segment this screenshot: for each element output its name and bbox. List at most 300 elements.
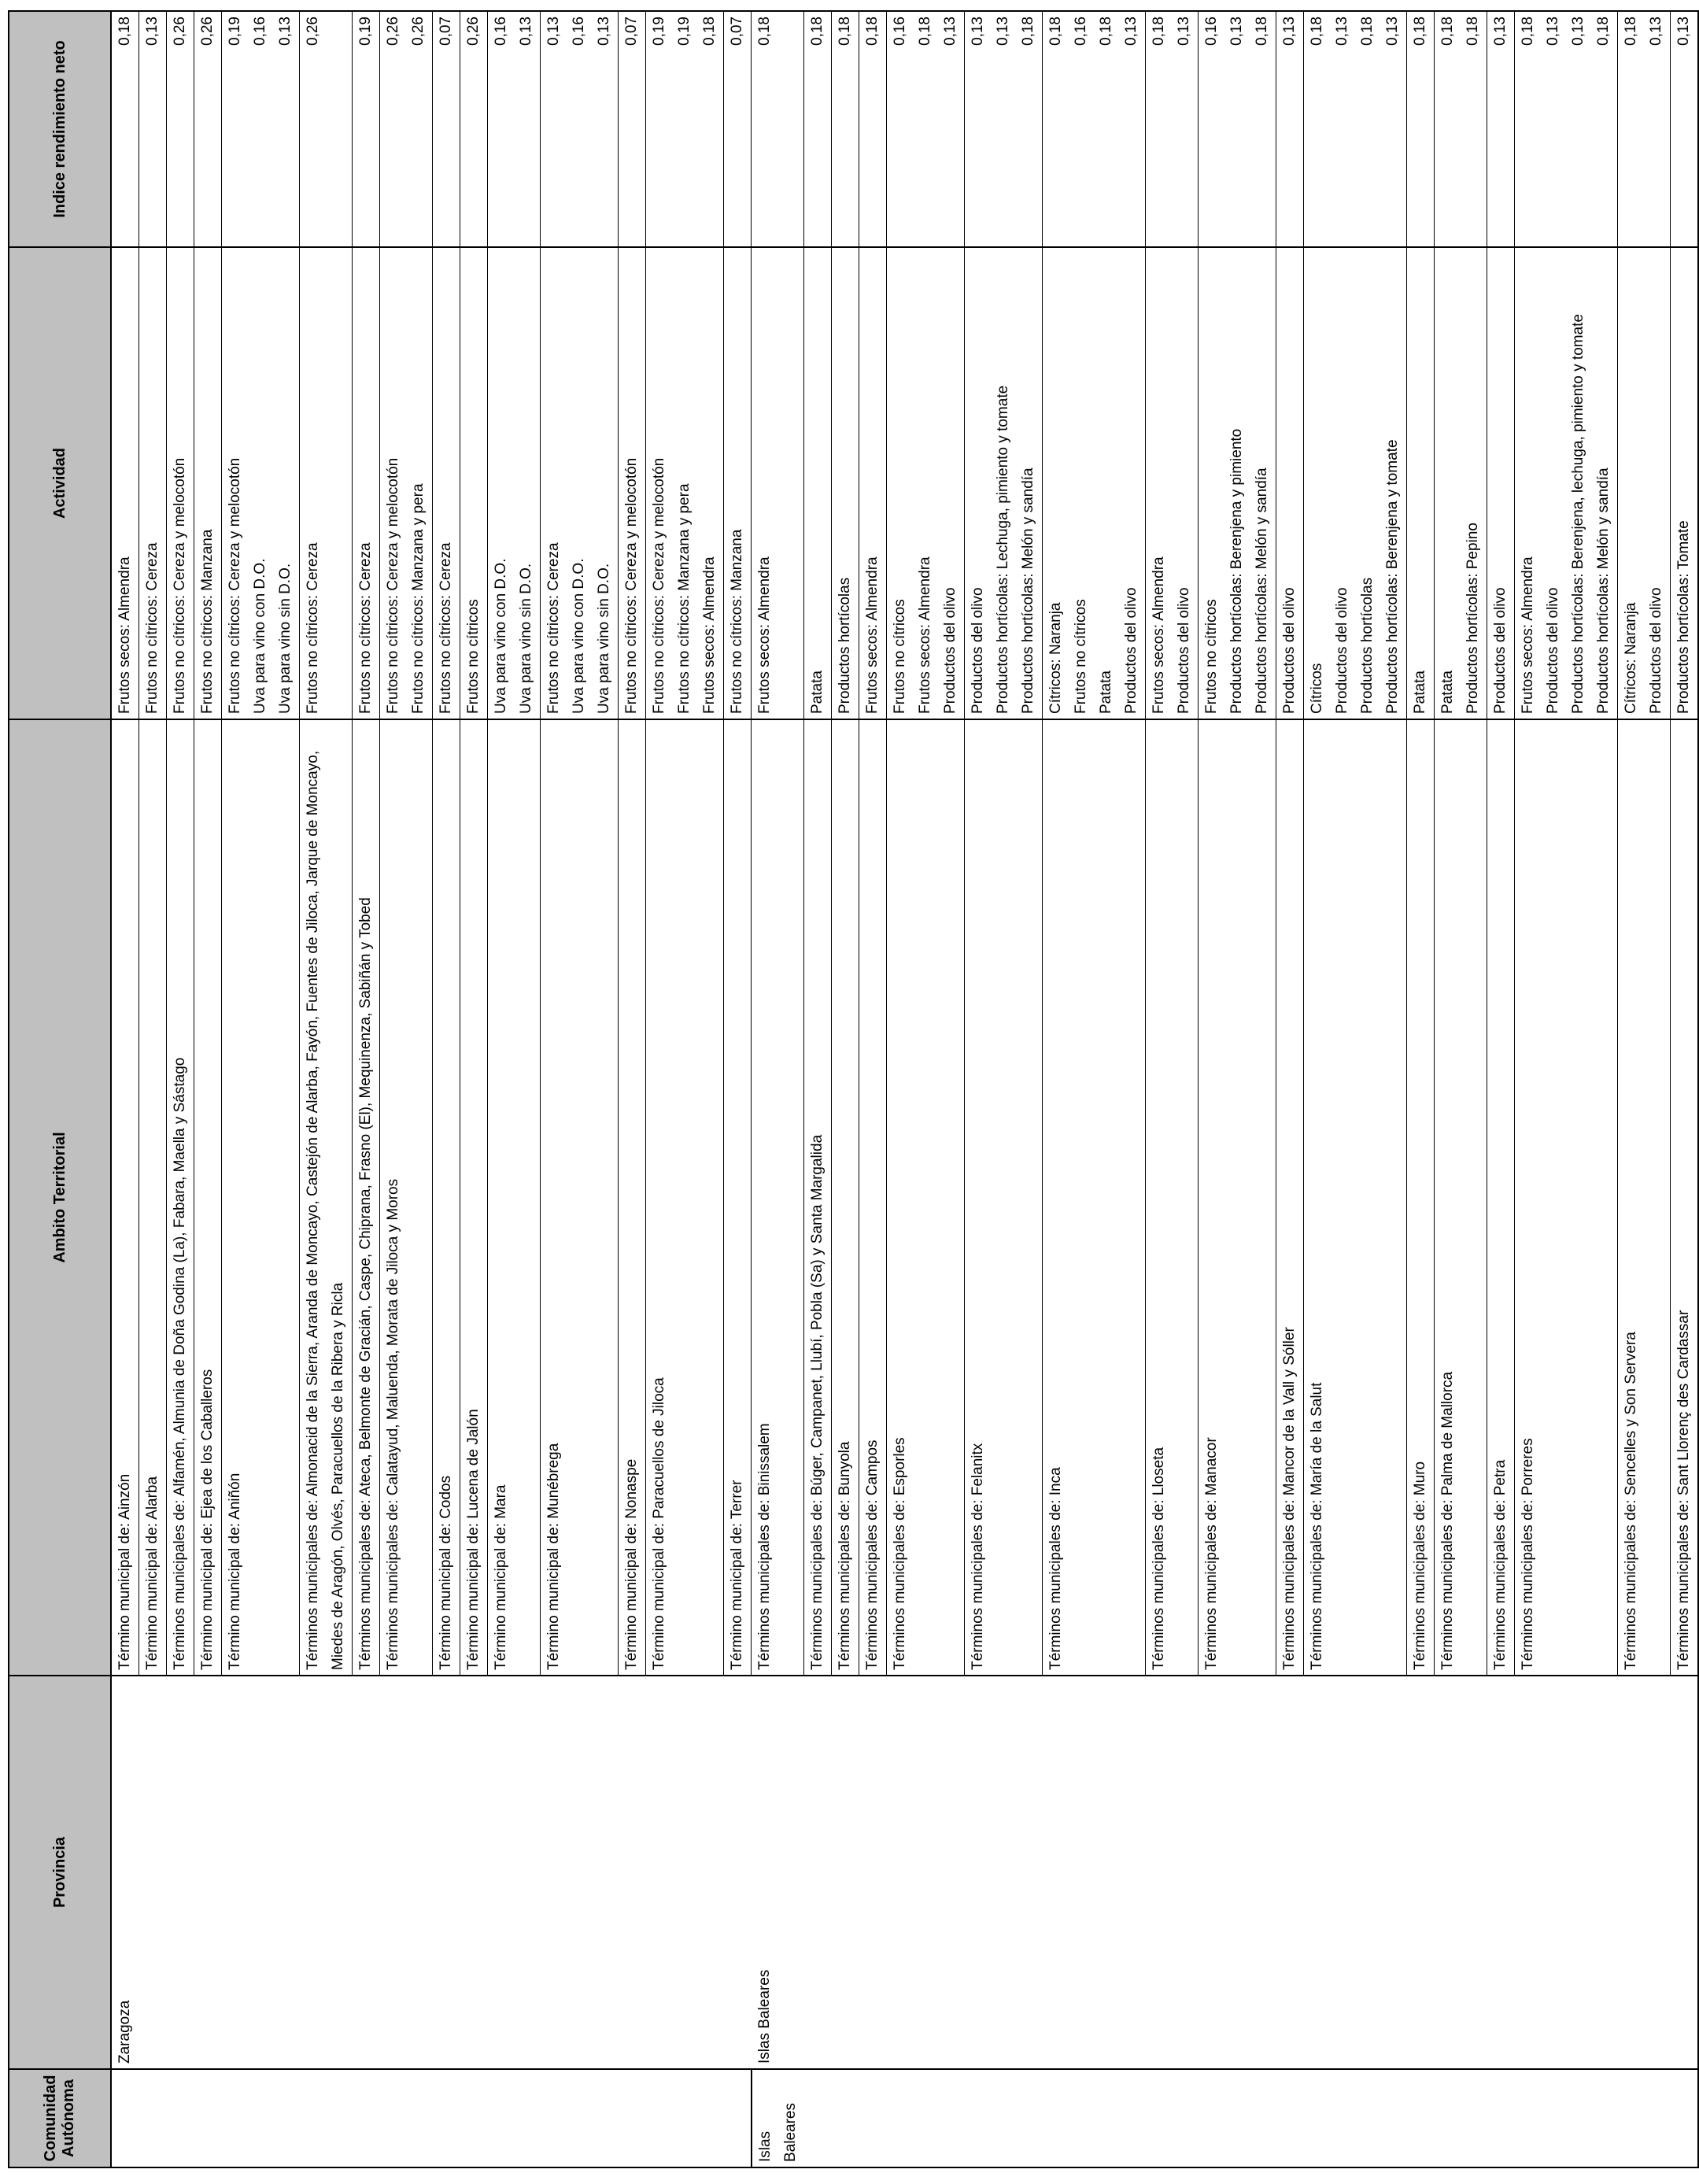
cell-ambito: Términos municipales de: Bunyola bbox=[832, 719, 859, 1676]
cell-actividad bbox=[1487, 247, 1515, 719]
table-row bbox=[488, 11, 541, 2167]
cell-indice bbox=[832, 11, 859, 247]
table-row bbox=[1487, 11, 1515, 2167]
actividad-line: Frutos secos: Almendra bbox=[116, 556, 133, 714]
actividad-line: Uva para vino con D.O. bbox=[252, 558, 268, 714]
cell-ambito: Términos municipales de: Manacor bbox=[1199, 719, 1276, 1676]
cell-comunidad bbox=[646, 2069, 724, 2167]
indice-value: 0,13 bbox=[995, 17, 1011, 46]
actividad-line: Productos hortícolas: Melón y sandía bbox=[1254, 467, 1270, 714]
cell-provincia bbox=[300, 1676, 353, 2069]
table-row bbox=[541, 11, 619, 2167]
indice-value: 0,18 bbox=[1439, 17, 1456, 46]
indice-value: 0,18 bbox=[837, 17, 853, 46]
cell-ambito: Términos municipales de: Felanitx bbox=[965, 719, 1043, 1676]
table-row bbox=[1515, 11, 1618, 2167]
indice-value: 0,18 bbox=[1098, 17, 1114, 46]
cell-ambito: Término municipal de: Terrer bbox=[724, 719, 752, 1676]
cell-ambito: Términos municipales de: Campos bbox=[859, 719, 887, 1676]
indice-value: 0,13 bbox=[1675, 17, 1692, 46]
cell-indice bbox=[1618, 11, 1671, 247]
cell-provincia bbox=[724, 1676, 752, 2069]
cell-actividad bbox=[724, 247, 752, 719]
indice-value: 0,16 bbox=[892, 17, 908, 46]
actividad-line: Productos hortícolas: Melón y sandía bbox=[1595, 467, 1612, 714]
cell-indice bbox=[646, 11, 724, 247]
cell-ambito: Término municipal de: Nonaspe bbox=[619, 719, 646, 1676]
cell-ambito: Términos municipales de: Esporles bbox=[887, 719, 965, 1676]
cell-provincia bbox=[380, 1676, 433, 2069]
cell-ambito: Términos municipales de: Inca bbox=[1043, 719, 1146, 1676]
indice-value: 0,26 bbox=[172, 17, 188, 46]
actividad-line: Frutos no cítricos: Cereza bbox=[144, 542, 161, 714]
table-row bbox=[222, 11, 300, 2167]
table-row bbox=[887, 11, 965, 2167]
cell-provincia bbox=[460, 1676, 488, 2069]
indice-value: 0,18 bbox=[701, 17, 718, 46]
cell-indice bbox=[752, 11, 804, 247]
actividad-line: Patata bbox=[1412, 671, 1428, 714]
cell-indice bbox=[724, 11, 752, 247]
cell-actividad bbox=[1407, 247, 1435, 719]
actividad-line: Frutos no cítricos bbox=[892, 599, 908, 714]
actividad-line: Uva para vino sin D.O. bbox=[518, 563, 534, 714]
cell-provincia bbox=[353, 1676, 380, 2069]
cell-actividad bbox=[859, 247, 887, 719]
actividad-line: Cítricos: Naranja bbox=[1047, 602, 1064, 714]
actividad-line: Frutos no cítricos bbox=[1073, 599, 1089, 714]
indice-value: 0,07 bbox=[623, 17, 640, 46]
actividad-line: Productos hortícolas: Lechuga, pimiento y tomate bbox=[995, 385, 1011, 714]
cell-ambito: Término municipal de: Lucena de Jalón bbox=[460, 719, 488, 1676]
cell-provincia bbox=[488, 1676, 541, 2069]
indice-value: 0,13 bbox=[1123, 17, 1139, 46]
cell-actividad bbox=[222, 247, 300, 719]
table-row bbox=[646, 11, 724, 2167]
header-comunidad: Comunidad Autónoma bbox=[9, 2069, 111, 2167]
table-body bbox=[111, 11, 1698, 2167]
actividad-line: Productos hortícolas: Pepino bbox=[1464, 523, 1481, 714]
table-row bbox=[460, 11, 488, 2167]
table-row bbox=[300, 11, 353, 2167]
cell-comunidad bbox=[433, 2069, 460, 2167]
cell-comunidad: Islas Baleares bbox=[752, 2069, 804, 2167]
cell-provincia bbox=[859, 1676, 887, 2069]
table-row bbox=[1671, 11, 1699, 2167]
table-row bbox=[380, 11, 433, 2167]
cell-indice bbox=[1146, 11, 1199, 247]
cell-indice bbox=[1304, 11, 1407, 247]
cell-ambito: Término municipal de: Ainzón bbox=[111, 719, 139, 1676]
cell-provincia bbox=[1043, 1676, 1146, 2069]
actividad-line: Frutos no cítricos: Cereza bbox=[438, 542, 454, 714]
actividad-line: Productos hortícolas: Melón y sandía bbox=[1020, 467, 1036, 714]
cell-provincia bbox=[541, 1676, 619, 2069]
table-row bbox=[1276, 11, 1304, 2167]
cell-indice bbox=[380, 11, 433, 247]
cell-indice bbox=[804, 11, 832, 247]
indice-value: 0,18 bbox=[116, 17, 133, 46]
table-row bbox=[965, 11, 1043, 2167]
indice-value: 0,26 bbox=[305, 17, 321, 46]
cell-comunidad bbox=[1515, 2069, 1618, 2167]
table-row bbox=[433, 11, 460, 2167]
actividad-line: Productos del olivo bbox=[1648, 587, 1664, 714]
rendimiento-table bbox=[8, 10, 1699, 2168]
cell-provincia bbox=[167, 1676, 194, 2069]
cell-comunidad bbox=[1407, 2069, 1435, 2167]
cell-actividad bbox=[619, 247, 646, 719]
cell-actividad bbox=[488, 247, 541, 719]
actividad-line: Frutos no cítricos: Cereza y melocotón bbox=[385, 457, 401, 714]
indice-value: 0,18 bbox=[1412, 17, 1428, 46]
cell-actividad bbox=[111, 247, 139, 719]
actividad-line: Frutos no cítricos: Cereza y melocotón bbox=[227, 457, 243, 714]
cell-ambito: Término municipal de: Mara bbox=[488, 719, 541, 1676]
cell-comunidad bbox=[619, 2069, 646, 2167]
cell-ambito: Términos municipales de: Muro bbox=[1407, 719, 1435, 1676]
cell-provincia bbox=[194, 1676, 222, 2069]
indice-value: 0,07 bbox=[729, 17, 745, 46]
cell-comunidad bbox=[460, 2069, 488, 2167]
indice-value: 0,16 bbox=[571, 17, 587, 46]
cell-provincia bbox=[1199, 1676, 1276, 2069]
indice-value: 0,13 bbox=[144, 17, 161, 46]
cell-actividad bbox=[1043, 247, 1146, 719]
cell-ambito: Término municipal de: Munébrega bbox=[541, 719, 619, 1676]
cell-ambito: Términos municipales de: Palma de Mallorca bbox=[1435, 719, 1487, 1676]
actividad-line: Productos hortícolas bbox=[837, 577, 853, 714]
indice-value: 0,13 bbox=[1281, 17, 1298, 46]
cell-actividad bbox=[460, 247, 488, 719]
cell-provincia bbox=[1407, 1676, 1435, 2069]
cell-ambito: Términos municipales de: Búger, Campanet, Llubí, Pobla (Sa) y Santa Margalida bbox=[804, 719, 832, 1676]
indice-value: 0,16 bbox=[493, 17, 509, 46]
cell-actividad bbox=[541, 247, 619, 719]
cell-comunidad bbox=[887, 2069, 965, 2167]
cell-ambito: Términos municipales de: Sencelles y Son Servera bbox=[1618, 719, 1671, 1676]
cell-comunidad bbox=[139, 2069, 167, 2167]
cell-comunidad bbox=[1276, 2069, 1304, 2167]
indice-value: 0,18 bbox=[1623, 17, 1639, 46]
actividad-line: Frutos secos: Almendra bbox=[1151, 556, 1167, 714]
cell-provincia bbox=[1304, 1676, 1407, 2069]
table-row bbox=[167, 11, 194, 2167]
cell-comunidad bbox=[167, 2069, 194, 2167]
table-row bbox=[353, 11, 380, 2167]
actividad-line: Patata bbox=[809, 671, 825, 714]
table-row bbox=[139, 11, 167, 2167]
table-row bbox=[1043, 11, 1146, 2167]
actividad-line: Productos del olivo bbox=[1492, 587, 1509, 714]
actividad-line: Frutos secos: Almendra bbox=[917, 556, 933, 714]
actividad-line: Productos del olivo bbox=[970, 587, 986, 714]
table-header bbox=[9, 11, 111, 2167]
cell-ambito: Término municipal de: Alarba bbox=[139, 719, 167, 1676]
actividad-line: Uva para vino con D.O. bbox=[571, 558, 587, 714]
cell-indice bbox=[488, 11, 541, 247]
indice-value: 0,18 bbox=[1047, 17, 1064, 46]
cell-comunidad bbox=[724, 2069, 752, 2167]
table-row bbox=[1407, 11, 1435, 2167]
cell-indice bbox=[887, 11, 965, 247]
table-row bbox=[619, 11, 646, 2167]
header-ambito: Ambito Territorial bbox=[9, 719, 111, 1676]
actividad-line: Frutos no cítricos bbox=[465, 599, 482, 714]
cell-provincia bbox=[222, 1676, 300, 2069]
table-row bbox=[752, 11, 804, 2167]
cell-actividad bbox=[1276, 247, 1304, 719]
indice-value: 0,16 bbox=[1073, 17, 1089, 46]
actividad-line: Frutos secos: Almendra bbox=[701, 556, 718, 714]
header-provincia: Provincia bbox=[9, 1676, 111, 2069]
cell-actividad bbox=[380, 247, 433, 719]
indice-value: 0,13 bbox=[277, 17, 294, 46]
actividad-line: Frutos no cítricos: Cereza bbox=[305, 542, 321, 714]
actividad-line: Frutos no cítricos: Manzana bbox=[199, 529, 216, 714]
indice-value: 0,13 bbox=[1228, 17, 1245, 46]
actividad-line: Patata bbox=[1439, 671, 1456, 714]
table-row bbox=[832, 11, 859, 2167]
cell-indice bbox=[1671, 11, 1699, 247]
cell-actividad bbox=[752, 247, 804, 719]
cell-indice bbox=[1487, 11, 1515, 247]
actividad-line: Productos del olivo bbox=[1176, 587, 1192, 714]
table-row bbox=[804, 11, 832, 2167]
cell-actividad bbox=[1618, 247, 1671, 719]
indice-value: 0,16 bbox=[252, 17, 268, 46]
table-row bbox=[1304, 11, 1407, 2167]
cell-indice bbox=[353, 11, 380, 247]
cell-indice bbox=[1276, 11, 1304, 247]
actividad-line: Productos del olivo bbox=[1334, 587, 1350, 714]
indice-value: 0,26 bbox=[465, 17, 482, 46]
cell-comunidad bbox=[965, 2069, 1043, 2167]
cell-comunidad bbox=[111, 2069, 139, 2167]
cell-ambito: Términos municipales de: Porreres bbox=[1515, 719, 1618, 1676]
cell-provincia bbox=[1487, 1676, 1515, 2069]
indice-value: 0,19 bbox=[357, 17, 374, 46]
cell-comunidad bbox=[353, 2069, 380, 2167]
actividad-line: Frutos no cítricos: Manzana y pera bbox=[676, 483, 693, 714]
actividad-line: Productos del olivo bbox=[1123, 587, 1139, 714]
cell-provincia bbox=[139, 1676, 167, 2069]
actividad-line: Productos del olivo bbox=[1281, 587, 1298, 714]
cell-ambito: Términos municipales de: María de la Salut bbox=[1304, 719, 1407, 1676]
indice-value: 0,18 bbox=[864, 17, 881, 46]
cell-provincia bbox=[1515, 1676, 1618, 2069]
cell-provincia: Zaragoza bbox=[111, 1676, 139, 2069]
cell-actividad bbox=[832, 247, 859, 719]
actividad-line: Productos hortícolas: Berenjena y pimiento bbox=[1228, 428, 1245, 714]
indice-value: 0,07 bbox=[438, 17, 454, 46]
cell-provincia bbox=[804, 1676, 832, 2069]
cell-indice bbox=[167, 11, 194, 247]
cell-actividad bbox=[1304, 247, 1407, 719]
indice-value: 0,13 bbox=[1545, 17, 1561, 46]
actividad-line: Frutos no cítricos: Manzana bbox=[729, 529, 745, 714]
indice-value: 0,19 bbox=[651, 17, 667, 46]
cell-indice bbox=[111, 11, 139, 247]
actividad-line: Productos del olivo bbox=[942, 587, 958, 714]
cell-comunidad bbox=[380, 2069, 433, 2167]
actividad-line: Productos hortícolas bbox=[1359, 577, 1376, 714]
indice-value: 0,13 bbox=[545, 17, 562, 46]
actividad-line: Uva para vino sin D.O. bbox=[277, 563, 294, 714]
cell-actividad bbox=[1199, 247, 1276, 719]
indice-value: 0,18 bbox=[1254, 17, 1270, 46]
cell-ambito: Términos municipales de: Ateca, Belmonte de Gracián, Caspe, Chiprana, Frasno (El), Mequinenza, Sabiñán y Tobed bbox=[353, 719, 380, 1676]
indice-value: 0,16 bbox=[1203, 17, 1220, 46]
indice-value: 0,18 bbox=[1359, 17, 1376, 46]
actividad-line: Frutos no cítricos: Cereza bbox=[545, 542, 562, 714]
indice-value: 0,18 bbox=[1020, 17, 1036, 46]
indice-value: 0,13 bbox=[518, 17, 534, 46]
cell-ambito: Términos municipales de: Almonacid de la Sierra, Aranda de Moncayo, Castejón de Alarba, Fayón, Fuentes de Jiloca, Jarque de Moncayo, Miedes de Aragón, Olvés, Paracuellos de la Ribera y Ricla bbox=[300, 719, 353, 1676]
cell-comunidad bbox=[1435, 2069, 1487, 2167]
cell-ambito: Términos municipales de: Petra bbox=[1487, 719, 1515, 1676]
cell-actividad bbox=[300, 247, 353, 719]
cell-actividad bbox=[804, 247, 832, 719]
indice-value: 0,18 bbox=[1520, 17, 1536, 46]
indice-value: 0,18 bbox=[1595, 17, 1612, 46]
actividad-line: Frutos secos: Almendra bbox=[756, 556, 773, 714]
table-row bbox=[1146, 11, 1199, 2167]
indice-value: 0,13 bbox=[1176, 17, 1192, 46]
table-row bbox=[1618, 11, 1671, 2167]
cell-comunidad bbox=[1671, 2069, 1699, 2167]
cell-indice bbox=[541, 11, 619, 247]
indice-value: 0,13 bbox=[596, 17, 612, 46]
cell-actividad bbox=[353, 247, 380, 719]
cell-indice bbox=[1043, 11, 1146, 247]
indice-value: 0,13 bbox=[942, 17, 958, 46]
cell-comunidad bbox=[1043, 2069, 1146, 2167]
indice-value: 0,18 bbox=[917, 17, 933, 46]
cell-provincia bbox=[1618, 1676, 1671, 2069]
cell-indice bbox=[300, 11, 353, 247]
cell-comunidad bbox=[1487, 2069, 1515, 2167]
cell-indice bbox=[619, 11, 646, 247]
cell-actividad bbox=[646, 247, 724, 719]
cell-comunidad bbox=[541, 2069, 619, 2167]
cell-actividad bbox=[965, 247, 1043, 719]
cell-provincia bbox=[433, 1676, 460, 2069]
indice-value: 0,13 bbox=[1570, 17, 1586, 46]
cell-ambito: Términos municipales de: Mancor de la Vall y Sóller bbox=[1276, 719, 1304, 1676]
cell-indice bbox=[859, 11, 887, 247]
actividad-line: Frutos no cítricos: Cereza y melocotón bbox=[651, 457, 667, 714]
cell-ambito: Términos municipales de: Sant Llorenç des Cardassar bbox=[1671, 719, 1699, 1676]
indice-value: 0,18 bbox=[1309, 17, 1325, 46]
cell-ambito: Término municipal de: Paracuellos de Jiloca bbox=[646, 719, 724, 1676]
cell-indice bbox=[1515, 11, 1618, 247]
cell-provincia bbox=[619, 1676, 646, 2069]
actividad-line: Uva para vino sin D.O. bbox=[596, 563, 612, 714]
cell-actividad bbox=[139, 247, 167, 719]
table-row bbox=[859, 11, 887, 2167]
cell-comunidad bbox=[804, 2069, 832, 2167]
cell-comunidad bbox=[832, 2069, 859, 2167]
cell-indice bbox=[433, 11, 460, 247]
table-row bbox=[1199, 11, 1276, 2167]
cell-actividad bbox=[433, 247, 460, 719]
actividad-line: Frutos no cítricos: Cereza y melocotón bbox=[172, 457, 188, 714]
cell-comunidad bbox=[1199, 2069, 1276, 2167]
cell-ambito: Término municipal de: Ejea de los Caballeros bbox=[194, 719, 222, 1676]
indice-value: 0,13 bbox=[1648, 17, 1664, 46]
cell-ambito: Términos municipales de: Binissalem bbox=[752, 719, 804, 1676]
actividad-line: Productos hortícolas: Berenjena, lechuga, pimiento y tomate bbox=[1570, 313, 1586, 714]
indice-value: 0,18 bbox=[1151, 17, 1167, 46]
actividad-line: Frutos no cítricos bbox=[1203, 599, 1220, 714]
cell-indice bbox=[460, 11, 488, 247]
indice-value: 0,19 bbox=[227, 17, 243, 46]
actividad-line: Frutos no cítricos: Cereza y melocotón bbox=[623, 457, 640, 714]
actividad-line: Cítricos bbox=[1309, 663, 1325, 714]
cell-actividad bbox=[167, 247, 194, 719]
cell-ambito: Términos municipales de: Lloseta bbox=[1146, 719, 1199, 1676]
actividad-line: Frutos no cítricos: Cereza bbox=[357, 542, 374, 714]
cell-ambito: Términos municipales de: Calatayud, Maluenda, Morata de Jiloca y Moros bbox=[380, 719, 433, 1676]
cell-provincia bbox=[1435, 1676, 1487, 2069]
cell-provincia bbox=[1671, 1676, 1699, 2069]
cell-indice bbox=[139, 11, 167, 247]
cell-actividad bbox=[1671, 247, 1699, 719]
cell-actividad bbox=[887, 247, 965, 719]
cell-actividad bbox=[1146, 247, 1199, 719]
cell-provincia bbox=[832, 1676, 859, 2069]
cell-actividad bbox=[1435, 247, 1487, 719]
cell-indice bbox=[194, 11, 222, 247]
cell-provincia bbox=[887, 1676, 965, 2069]
cell-actividad bbox=[194, 247, 222, 719]
indice-value: 0,26 bbox=[199, 17, 216, 46]
indice-value: 0,26 bbox=[410, 17, 427, 46]
cell-comunidad bbox=[488, 2069, 541, 2167]
table-row bbox=[111, 11, 139, 2167]
indice-value: 0,13 bbox=[970, 17, 986, 46]
cell-indice bbox=[1199, 11, 1276, 247]
cell-indice bbox=[1435, 11, 1487, 247]
cell-provincia bbox=[965, 1676, 1043, 2069]
indice-value: 0,18 bbox=[1464, 17, 1481, 46]
cell-provincia bbox=[646, 1676, 724, 2069]
actividad-line: Patata bbox=[1098, 671, 1114, 714]
indice-value: 0,13 bbox=[1334, 17, 1350, 46]
actividad-line: Productos del olivo bbox=[1545, 587, 1561, 714]
cell-comunidad bbox=[859, 2069, 887, 2167]
cell-provincia: Islas Baleares bbox=[752, 1676, 804, 2069]
actividad-line: Frutos secos: Almendra bbox=[864, 556, 881, 714]
indice-value: 0,26 bbox=[385, 17, 401, 46]
cell-comunidad bbox=[194, 2069, 222, 2167]
indice-value: 0,19 bbox=[676, 17, 693, 46]
cell-comunidad bbox=[222, 2069, 300, 2167]
table-row bbox=[194, 11, 222, 2167]
cell-ambito: Términos municipales de: Alfamén, Almunia de Doña Godina (La), Fabara, Maella y Sástago bbox=[167, 719, 194, 1676]
header-indice: Indice rendimiento neto bbox=[9, 11, 111, 247]
actividad-line: Productos hortícolas: Tomate bbox=[1675, 520, 1692, 714]
actividad-line: Productos hortícolas: Berenjena y tomate bbox=[1384, 439, 1401, 714]
cell-comunidad bbox=[1618, 2069, 1671, 2167]
table-row bbox=[724, 11, 752, 2167]
table-row bbox=[1435, 11, 1487, 2167]
cell-comunidad bbox=[1304, 2069, 1407, 2167]
cell-comunidad bbox=[300, 2069, 353, 2167]
actividad-line: Uva para vino con D.O. bbox=[493, 558, 509, 714]
cell-comunidad bbox=[1146, 2069, 1199, 2167]
